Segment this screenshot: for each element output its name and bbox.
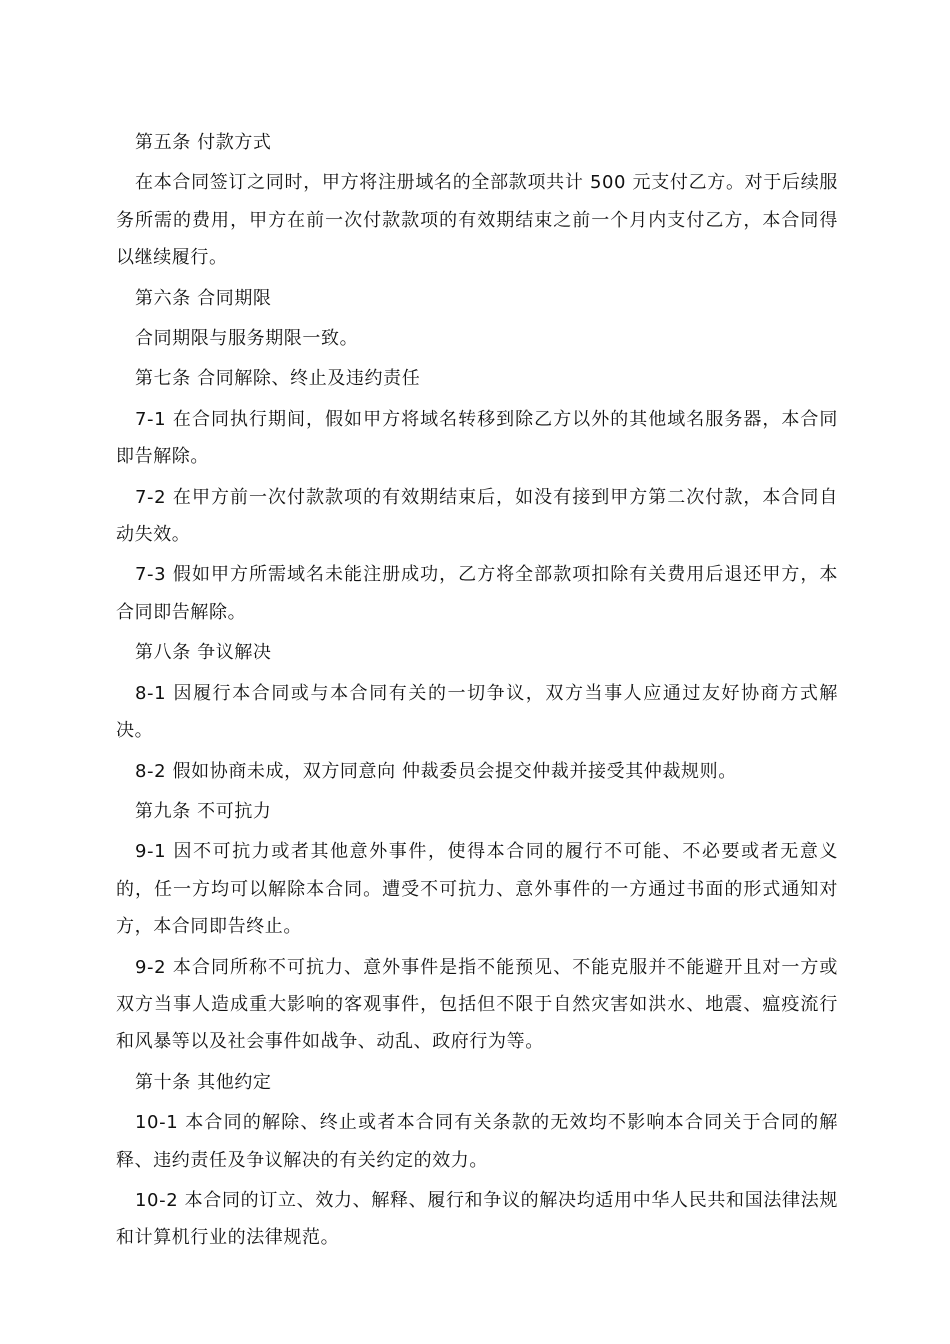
clause-10-1: 10-1 本合同的解除、终止或者本合同有关条款的无效均不影响本合同关于合同的解释、违约责任及争议解决的有关约定的效力。 (116, 1112, 838, 1171)
article-7-heading: 第七条 合同解除、终止及违约责任 (135, 368, 421, 390)
article-6-body: 合同期限与服务期限一致。 (135, 328, 359, 350)
clause-10-2: 10-2 本合同的订立、效力、解释、履行和争议的解决均适用中华人民共和国法律法规和计算机行业的法律规范。 (116, 1189, 838, 1249)
clause-8-2: 8-2 假如协商未成，双方同意向 仲裁委员会提交仲裁并接受其仲裁规则。 (135, 760, 737, 782)
clause-7-1: 7-1 在合同执行期间，假如甲方将域名转移到除乙方以外的其他域名服务器，本合同即告解除。 (116, 408, 838, 468)
clause-8-1: 8-1 因履行本合同或与本合同有关的一切争议，双方当事人应通过友好协商方式解决。 (116, 682, 838, 742)
article-10-heading: 第十条 其他约定 (135, 1071, 272, 1093)
clause-9-1: 9-1 因不可抗力或者其他意外事件，使得本合同的履行不可能、不必要或者无意义的，任一方均可以解除本合同。遭受不可抗力、意外事件的一方通过书面的形式通知对方，本合同即告终止。 (116, 841, 838, 938)
article-6-heading: 第六条 合同期限 (135, 287, 272, 309)
article-9-heading: 第九条 不可抗力 (135, 800, 272, 822)
contract-page (116, 124, 838, 1260)
clause-7-2: 7-2 在甲方前一次付款款项的有效期结束后，如没有接到甲方第二次付款，本合同自动失效。 (116, 486, 838, 546)
clause-9-2: 9-2 本合同所称不可抗力、意外事件是指不能预见、不能克服并不能避开且对一方或双方当事人造成重大影响的客观事件，包括但不限于自然灾害如洪水、地震、瘟疫流行和风暴等以及社会事件如战争、动乱、政府行为等。 (116, 956, 838, 1053)
clause-7-3: 7-3 假如甲方所需域名未能注册成功，乙方将全部款项扣除有关费用后退还甲方，本合同即告解除。 (116, 564, 838, 623)
article-8-heading: 第八条 争议解决 (135, 642, 272, 664)
article-5-heading: 第五条 付款方式 (135, 132, 272, 153)
article-5-body: 在本合同签订之同时，甲方将注册域名的全部款项共计 500 元支付乙方。对于后续服务所需的费用，甲方在前一次付款款项的有效期结束之前一个月内支付乙方，本合同得以继续履行。 (116, 172, 838, 269)
